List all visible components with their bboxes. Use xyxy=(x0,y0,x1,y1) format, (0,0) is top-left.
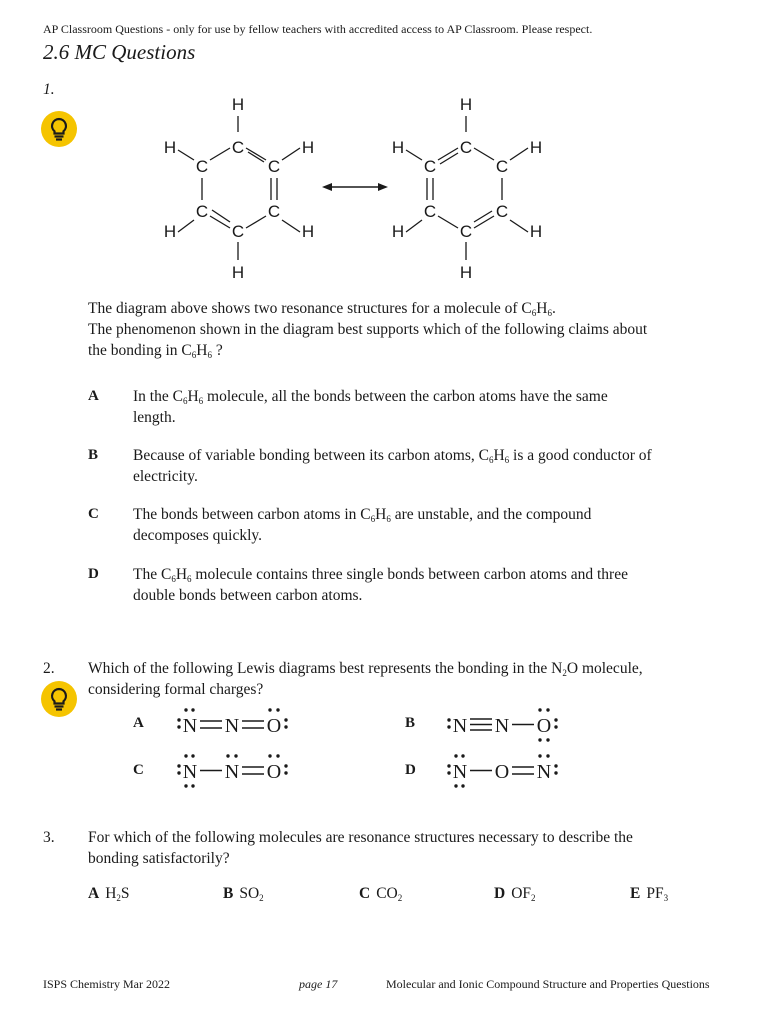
q3-option-a[interactable]: A $H_2S$ xyxy=(88,885,130,903)
q3-option-e[interactable]: E $PF_3$ xyxy=(630,885,669,903)
svg-text:N: N xyxy=(536,761,552,783)
section-title: 2.6 MC Questions xyxy=(43,40,196,64)
q1-option-b-letter[interactable]: B xyxy=(88,447,99,463)
svg-text:H: H xyxy=(163,222,177,241)
q1-option-a-text[interactable]: In the $C_6H_6$ molecule, all the bonds between the carbon atoms have the same length. xyxy=(133,388,608,426)
svg-text:H: H xyxy=(301,222,315,241)
svg-text:C: C xyxy=(423,202,437,221)
q3-option-b[interactable]: B $SO_2$ xyxy=(223,885,264,903)
svg-text:O: O xyxy=(494,761,510,783)
svg-text:C: C xyxy=(423,157,437,176)
svg-text:C: C xyxy=(267,202,281,221)
question-1-stem-line2: The phenomenon shown in the diagram best supports which of the following claims about xyxy=(88,321,648,338)
svg-text:C: C xyxy=(495,157,509,176)
svg-text:C: C xyxy=(459,222,473,241)
question-1-stem-line3: the bonding in $C_6H_6$ ? xyxy=(88,342,223,360)
q2-option-a-letter[interactable]: A xyxy=(133,715,144,731)
svg-text:C: C xyxy=(231,222,245,241)
hint-lightbulb-button-q1[interactable] xyxy=(41,111,77,147)
svg-text:H: H xyxy=(459,95,473,114)
q3-option-d[interactable]: D $OF_2$ xyxy=(494,885,536,903)
q3-option-c[interactable]: C $CO_2$ xyxy=(359,885,403,903)
svg-text:N: N xyxy=(224,761,240,783)
q1-option-b-text[interactable]: Because of variable bonding between its carbon atoms, $C_6H_6$ is a good conductor of electricity. xyxy=(133,447,652,485)
question-1-stem xyxy=(88,298,728,361)
svg-text:H: H xyxy=(391,222,405,241)
svg-text:N: N xyxy=(224,715,240,737)
footer-course: ISPS Chemistry Mar 2022 xyxy=(43,977,171,991)
q2-option-b-lewis-structure[interactable] xyxy=(440,705,570,747)
svg-text:H: H xyxy=(163,138,177,157)
svg-text:O: O xyxy=(536,715,552,737)
q1-option-a-letter[interactable]: A xyxy=(88,388,99,404)
question-2-stem: Which of the following Lewis diagrams best represents the bonding in the $N_2O$ molecule, considering formal charges? xyxy=(88,660,643,698)
q2-option-b-letter[interactable]: B xyxy=(405,715,416,731)
svg-text:H: H xyxy=(529,138,543,157)
svg-text:C: C xyxy=(495,202,509,221)
svg-text:H: H xyxy=(301,138,315,157)
svg-text:C: C xyxy=(195,202,209,221)
q2-option-d-lewis-structure[interactable] xyxy=(440,751,570,793)
question-2-number: 2. xyxy=(43,660,55,677)
svg-text:C: C xyxy=(267,157,281,176)
q2-option-c-lewis-structure[interactable] xyxy=(170,751,300,793)
svg-text:H: H xyxy=(459,263,473,282)
question-3-stem: For which of the following molecules are resonance structures necessary to describe the bonding satisfactorily? xyxy=(88,829,633,867)
svg-text:H: H xyxy=(231,263,245,282)
question-3-number: 3. xyxy=(43,829,55,846)
svg-text:O: O xyxy=(266,761,282,783)
svg-text:C: C xyxy=(195,157,209,176)
resonance-arrow xyxy=(322,183,388,191)
svg-text:N: N xyxy=(182,761,198,783)
q2-option-d-letter[interactable]: D xyxy=(405,762,416,778)
svg-text:H: H xyxy=(231,95,245,114)
svg-text:N: N xyxy=(494,715,510,737)
svg-text:H: H xyxy=(529,222,543,241)
question-1-number: 1. xyxy=(43,81,55,98)
q1-option-c-letter[interactable]: C xyxy=(88,506,99,522)
lightbulb-icon xyxy=(41,681,77,717)
svg-text:N: N xyxy=(182,715,198,737)
q1-option-d-text[interactable]: The $C_6H_6$ molecule contains three single bonds between carbon atoms and three double bonds between carbon atoms. xyxy=(133,566,628,604)
svg-text:H: H xyxy=(391,138,405,157)
q2-option-a-lewis-structure[interactable] xyxy=(170,705,300,745)
q1-option-c-text[interactable]: The bonds between carbon atoms in $C_6H_6$ are unstable, and the compound decomposes quickly. xyxy=(133,506,592,544)
svg-text:N: N xyxy=(452,761,468,783)
footer-topic: Molecular and Ionic Compound Structure and Properties Questions xyxy=(386,977,710,991)
svg-text:N: N xyxy=(452,715,468,737)
benzene-structure-right xyxy=(392,95,542,282)
svg-text:O: O xyxy=(266,715,282,737)
q1-option-d-letter[interactable]: D xyxy=(88,566,99,582)
lightbulb-icon xyxy=(41,111,77,147)
svg-text:C: C xyxy=(459,138,473,157)
svg-text:C: C xyxy=(231,138,245,157)
benzene-structure-left xyxy=(164,95,314,282)
q2-option-c-letter[interactable]: C xyxy=(133,762,144,778)
footer-page-number: page 17 xyxy=(299,977,338,991)
page-header-notice: AP Classroom Questions - only for use by fellow teachers with accredited access to AP Classroom. Please respect. xyxy=(43,22,593,36)
benzene-resonance-diagram xyxy=(150,90,570,285)
hint-lightbulb-button-q2[interactable] xyxy=(41,681,77,717)
question-1-stem-line1: The diagram above shows two resonance structures for a molecule of $C_6H_6$. xyxy=(88,300,556,318)
